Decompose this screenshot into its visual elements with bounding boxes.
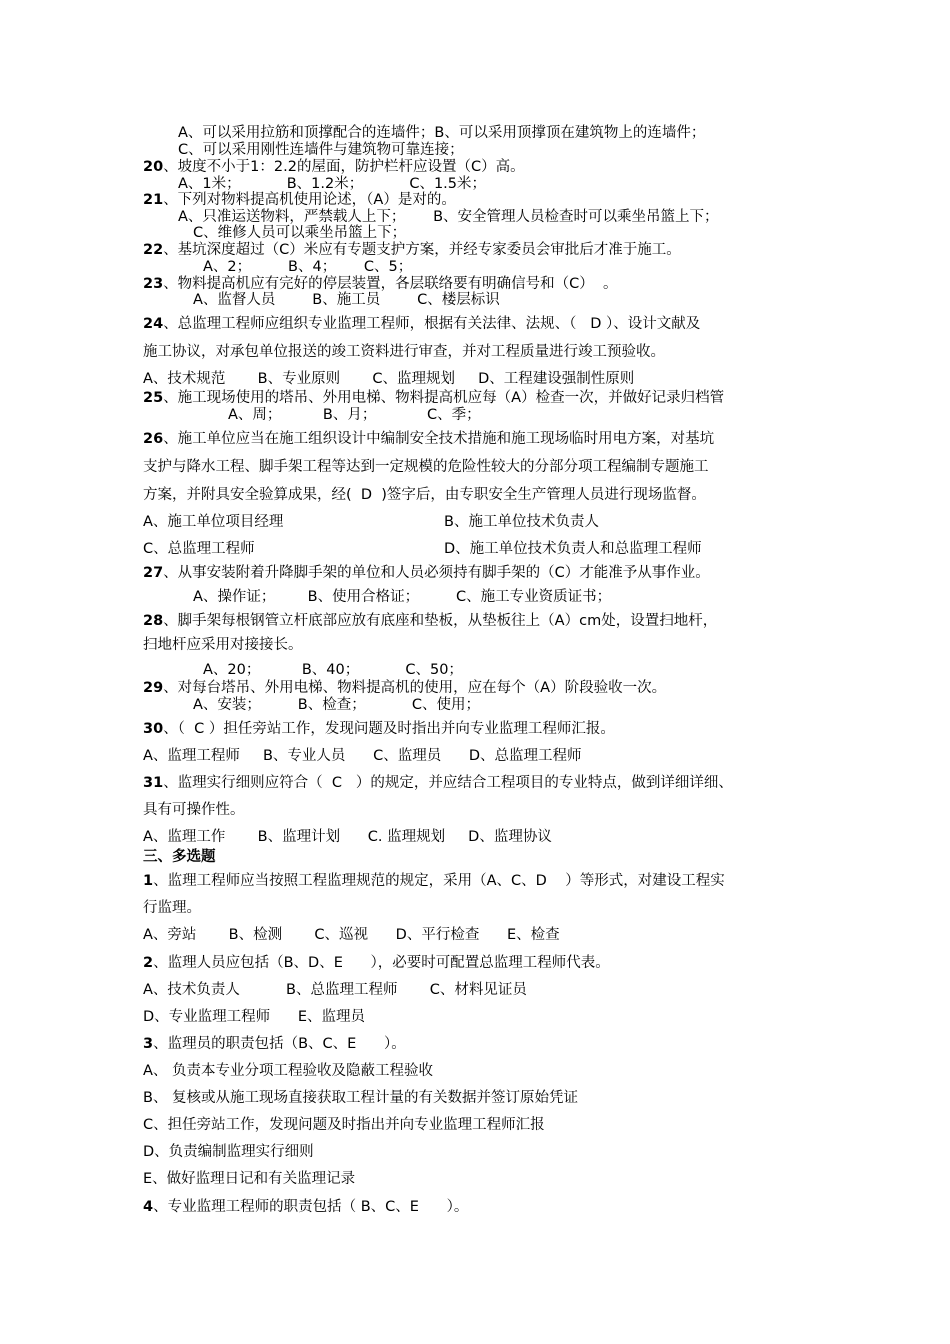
text-line — [143, 926, 560, 944]
line-text: 三、多选题 — [143, 849, 216, 865]
question-line — [143, 774, 733, 792]
question-line — [143, 389, 724, 407]
line-text: A、监理工程师 B、专业人员 C、监理员 D、总监理工程师 — [143, 748, 582, 764]
line-text: 具有可操作性。 — [143, 802, 245, 818]
question-number: 4 — [143, 1199, 154, 1215]
line-text: 、基坑深度超过（C）米应有专题支护方案，并经专家委员会审批后才准于施工。 — [163, 242, 681, 258]
text-line — [143, 343, 665, 361]
text-line — [203, 258, 412, 276]
question-line — [143, 1198, 468, 1216]
question-line — [143, 872, 725, 890]
question-number: 22 — [143, 242, 164, 258]
question-line — [143, 315, 700, 333]
line-text: 、（ C ）担任旁站工作，发现问题及时指出并向专业监理工程师汇报。 — [163, 721, 615, 737]
question-line — [143, 430, 714, 448]
question-line — [143, 564, 710, 582]
text-line — [193, 224, 406, 242]
line-text: B、 复核或从施工现场直接获取工程计量的有关数据并签订原始凭证 — [143, 1090, 579, 1106]
line-text: C、担任旁站工作，发现问题及时指出并向专业监理工程师汇报 — [143, 1117, 545, 1133]
line-text: 、总监理工程师应组织专业监理工程师，根据有关法律、法规、（ D ）、设计文献及 — [163, 316, 701, 332]
text-line — [444, 540, 702, 558]
text-line — [143, 1062, 433, 1080]
line-text: A、安装； B、检查； C、使用； — [193, 697, 480, 713]
text-line — [143, 486, 706, 504]
question-line — [143, 1035, 406, 1053]
text-line — [178, 141, 464, 159]
question-number: 2 — [143, 955, 154, 971]
text-line — [143, 1089, 578, 1107]
line-text: 、监理工程师应当按照工程监理规范的规定，采用（A、C、D ）等形式，对建设工程实 — [153, 873, 725, 889]
line-text: D、专业监理工程师 E、监理员 — [143, 1009, 365, 1025]
text-line — [143, 828, 552, 846]
line-text: 、从事安装附着升降脚手架的单位和人员必须持有脚手架的（C）才能准予从事作业。 — [163, 565, 710, 581]
line-text: 、下列对物料提高机使用论述，（A）是对的。 — [163, 192, 456, 208]
question-line — [143, 720, 615, 738]
line-text: 、监理员的职责包括（B、C、E ）。 — [153, 1036, 406, 1052]
line-text: 支护与降水工程、脚手架工程等达到一定规模的危险性较大的分部分项工程编制专题施工 — [143, 459, 709, 475]
text-line — [143, 1008, 365, 1026]
line-text: 、监理人员应包括（B、D、E ），必要时可配置总监理工程师代表。 — [153, 955, 610, 971]
text-line — [228, 406, 481, 424]
line-text: A、2； B、4； C、5； — [203, 259, 413, 275]
line-text: A、20； B、40； C、50； — [203, 662, 463, 678]
text-line — [143, 801, 245, 819]
line-text: 、脚手架每根钢管立杆底部应放有底座和垫板，从垫板往上（A）cm处，设置扫地杆， — [163, 613, 718, 629]
line-text: 、监理实行细则应符合（ C ）的规定，并应结合工程项目的专业特点，做到详细详细、 — [163, 775, 733, 791]
line-text: C、总监理工程师 — [143, 541, 255, 557]
question-number: 25 — [143, 390, 164, 406]
question-line — [143, 954, 610, 972]
line-text: C、可以采用刚性连墙件与建筑物可靠连接； — [178, 142, 464, 158]
question-line — [143, 612, 717, 630]
line-text: A、监理工作 B、监理计划 C. 监理规划 D、监理协议 — [143, 829, 552, 845]
question-number: 3 — [143, 1036, 154, 1052]
text-line — [193, 588, 611, 606]
text-line — [444, 513, 599, 531]
text-line — [143, 899, 201, 917]
text-line — [143, 458, 709, 476]
question-number: 30 — [143, 721, 164, 737]
line-text: A、只准运送物料，严禁载人上下； B、安全管理人员检查时可以乘坐吊篮上下； — [178, 209, 719, 225]
line-text: 、物料提高机应有完好的停层装置，各层联络要有明确信号和（C） 。 — [163, 276, 618, 292]
line-text: 、施工现场使用的塔吊、外用电梯、物料提高机应每（A）检查一次，并做好记录归档管 — [163, 390, 725, 406]
question-line — [143, 158, 525, 176]
line-text: D、施工单位技术负责人和总监理工程师 — [444, 541, 702, 557]
line-text: E、做好监理日记和有关监理记录 — [143, 1171, 356, 1187]
question-line — [143, 191, 456, 209]
question-number: 28 — [143, 613, 164, 629]
line-text: A、旁站 B、检测 C、巡视 D、平行检查 E、检查 — [143, 927, 560, 943]
text-line — [143, 747, 582, 765]
question-line — [143, 679, 666, 697]
line-text: A、施工单位项目经理 — [143, 514, 284, 530]
text-line — [143, 513, 283, 531]
line-text: A、技术负责人 B、总监理工程师 C、材料见证员 — [143, 982, 527, 998]
question-number: 20 — [143, 159, 164, 175]
question-number: 29 — [143, 680, 164, 696]
text-line — [203, 661, 463, 679]
question-number: 21 — [143, 192, 164, 208]
text-line — [178, 124, 705, 142]
question-number: 27 — [143, 565, 164, 581]
text-line — [143, 370, 634, 388]
question-number: 1 — [143, 873, 154, 889]
question-number: 24 — [143, 316, 164, 332]
line-text: C、维修人员可以乘坐吊篮上下； — [193, 225, 407, 241]
line-text: A、可以采用拉筋和顶撑配合的连墙件；B、可以采用顶撑顶在建筑物上的连墙件； — [178, 125, 706, 141]
line-text: 扫地杆应采用对接接长。 — [143, 637, 303, 653]
question-number: 26 — [143, 431, 164, 447]
line-text: A、操作证； B、使用合格证； C、施工专业资质证书； — [193, 589, 612, 605]
line-text: 方案，并附具安全验算成果，经( D )签字后，由专职安全生产管理人员进行现场监督。 — [143, 487, 706, 503]
question-line — [143, 241, 681, 259]
line-text: A、 负责本专业分项工程验收及隐蔽工程验收 — [143, 1063, 434, 1079]
text-line — [193, 696, 480, 714]
line-text: A、技术规范 B、专业原则 C、监理规划 D、工程建设强制性原则 — [143, 371, 635, 387]
question-number: 23 — [143, 276, 164, 292]
text-line — [193, 291, 500, 309]
line-text: A、周； B、月； C、季； — [228, 407, 481, 423]
line-text: 施工协议，对承包单位报送的竣工资料进行审查，并对工程质量进行竣工预验收。 — [143, 344, 665, 360]
line-text: A、监督人员 B、施工员 C、楼层标识 — [193, 292, 500, 308]
line-text: 、坡度不小于1：2.2的屋面，防护栏杆应设置（C）高。 — [163, 159, 525, 175]
line-text: A、1米； B、1.2米； C、1.5米； — [178, 176, 487, 192]
text-line — [143, 1116, 545, 1134]
text-line — [143, 540, 255, 558]
question-number: 31 — [143, 775, 164, 791]
line-text: 行监理。 — [143, 900, 201, 916]
text-line — [143, 1170, 355, 1188]
text-line — [143, 981, 527, 999]
line-text: D、负责编制监理实行细则 — [143, 1144, 314, 1160]
line-text: B、施工单位技术负责人 — [444, 514, 599, 530]
line-text: 、对每台塔吊、外用电梯、物料提高机的使用，应在每个（A）阶段验收一次。 — [163, 680, 667, 696]
line-text: 、施工单位应当在施工组织设计中编制安全技术措施和施工现场临时用电方案，对基坑 — [163, 431, 715, 447]
line-text: 、专业监理工程师的职责包括（ B、C、E ）。 — [153, 1199, 469, 1215]
section-heading — [143, 848, 216, 866]
text-line — [143, 1143, 314, 1161]
text-line — [143, 636, 303, 654]
